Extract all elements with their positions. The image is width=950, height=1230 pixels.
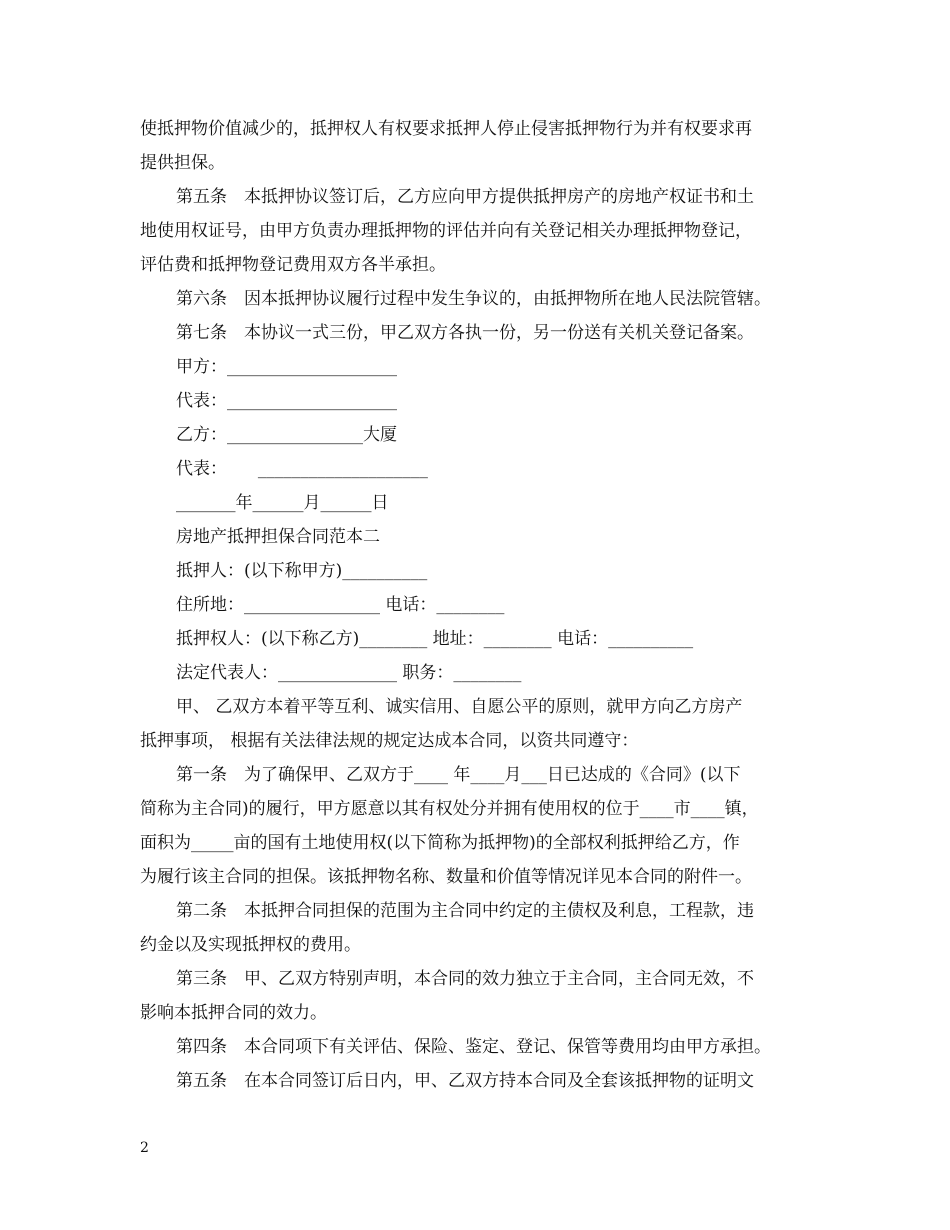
text-line: 住所地：________________ 电话：________ xyxy=(176,595,505,615)
text-line: 第一条 为了确保甲、乙双方于____ 年____月___日已达成的《合同》(以下 xyxy=(176,765,741,785)
text-line: 简称为主合同)的履行，甲方愿意以其有权处分并拥有使用权的位于____市____镇， xyxy=(140,799,759,819)
text-line: 甲、 乙双方本着平等互利、诚实信用、自愿公平的原则，就甲方向乙方房产 xyxy=(176,697,743,717)
text-line: 评估费和抵押物登记费用双方各半承担。 xyxy=(140,255,446,275)
text-line: 地使用权证号，由甲方负责办理抵押物的评估并向有关登记相关办理抵押物登记， xyxy=(140,221,752,241)
text-line: 第二条 本抵押合同担保的范围为主合同中约定的主债权及利息，工程款，违 xyxy=(176,901,754,921)
text-line: 抵押权人：(以下称乙方)________ 地址：________ 电话：__________ xyxy=(176,629,694,649)
text-line: 抵押事项， 根据有关法律法规的规定达成本合同，以资共同遵守： xyxy=(140,731,639,751)
text-line: 第五条 在本合同签订后日内，甲、乙双方持本合同及全套该抵押物的证明文 xyxy=(176,1071,754,1091)
document-body xyxy=(140,112,840,1098)
signature-line-representative: 代表：____________________ xyxy=(176,391,397,411)
signature-line-representative: 代表： ____________________ xyxy=(176,459,428,479)
page-number: 2 xyxy=(140,1140,149,1156)
date-line: _______年______月______日 xyxy=(176,493,389,513)
text-line: 第四条 本合同项下有关评估、保险、鉴定、登记、保管等费用均由甲方承担。 xyxy=(176,1037,771,1057)
text-line: 影响本抵押合同的效力。 xyxy=(140,1003,327,1023)
text-line: 法定代表人：______________ 职务：________ xyxy=(176,663,522,683)
text-line: 第三条 甲、乙双方特别声明，本合同的效力独立于主合同，主合同无效，不 xyxy=(176,969,754,989)
text-line: 提供担保。 xyxy=(140,153,225,173)
signature-line-party-b: 乙方：________________大厦 xyxy=(176,425,397,445)
text-line: 面积为_____亩的国有土地使用权(以下简称为抵押物)的全部权利抵押给乙方，作 xyxy=(140,833,740,853)
text-line: 第六条 因本抵押协议履行过程中发生争议的，由抵押物所在地人民法院管辖。 xyxy=(176,289,771,309)
text-line: 第五条 本抵押协议签订后，乙方应向甲方提供抵押房产的房地产权证书和土 xyxy=(176,187,754,207)
section-title: 房地产抵押担保合同范本二 xyxy=(176,527,380,547)
text-line: 第七条 本协议一式三份，甲乙双方各执一份，另一份送有关机关登记备案。 xyxy=(176,323,754,343)
text-line: 使抵押物价值减少的，抵押权人有权要求抵押人停止侵害抵押物行为并有权要求再 xyxy=(140,119,752,139)
signature-line-party-a: 甲方：____________________ xyxy=(176,357,397,377)
text-line: 约金以及实现抵押权的费用。 xyxy=(140,935,361,955)
text-line: 抵押人：(以下称甲方)__________ xyxy=(176,561,428,581)
text-line: 为履行该主合同的担保。该抵押物名称、数量和价值等情况详见本合同的附件一。 xyxy=(140,867,752,887)
